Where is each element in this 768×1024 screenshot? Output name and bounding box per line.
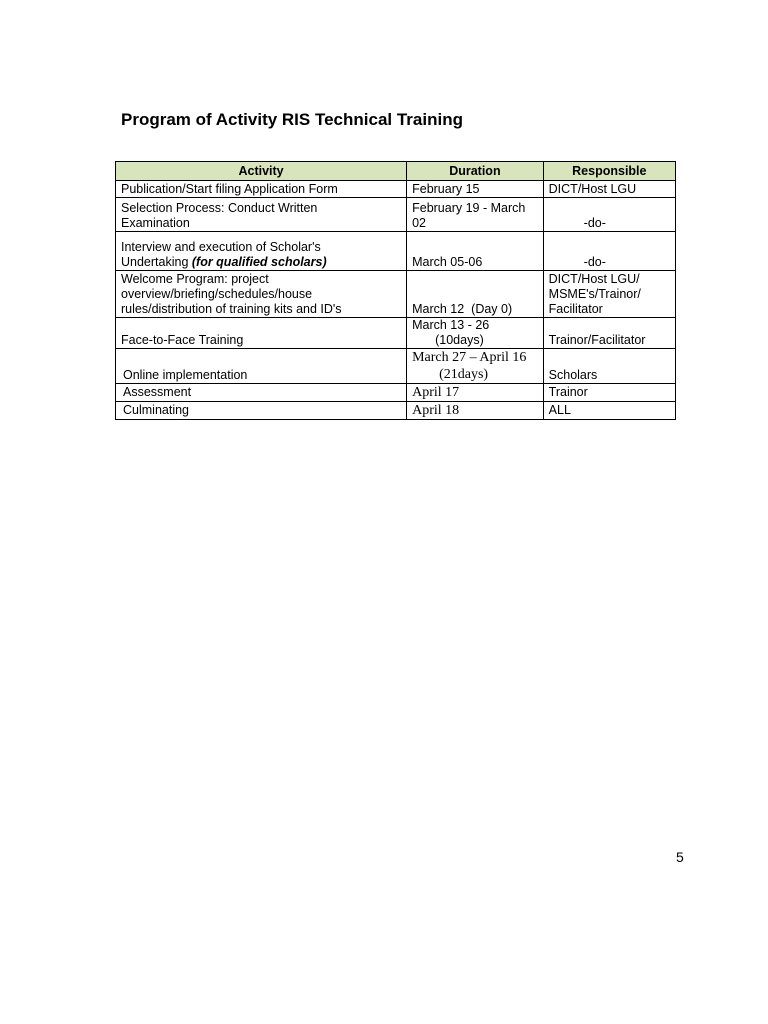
activity-cell	[116, 181, 407, 198]
activity-text: Interview and execution of Scholar's	[121, 240, 321, 254]
duration-cell	[407, 402, 544, 420]
responsible-text: Trainor	[548, 385, 588, 399]
page-title: Program of Activity RIS Technical Training	[121, 110, 463, 129]
table-row	[116, 349, 676, 384]
activity-text: Undertaking	[121, 255, 192, 269]
activity-text: Face-to-Face Training	[121, 333, 244, 347]
activity-text: Publication/Start filing Application Form	[121, 181, 338, 196]
activity-cell	[116, 198, 407, 232]
responsible-text: ALL	[548, 403, 571, 417]
duration-cell	[407, 271, 544, 318]
activity-cell	[116, 349, 407, 384]
duration-cell	[407, 198, 544, 232]
column-header-responsible: Responsible	[543, 162, 675, 181]
duration-cell	[407, 232, 544, 271]
responsible-cell	[543, 349, 675, 384]
duration-text: March 13 - 26	[412, 318, 490, 332]
activity-cell	[116, 318, 407, 349]
duration-text: March 05-06	[412, 255, 483, 269]
activity-text: Welcome Program: project	[121, 272, 269, 286]
duration-text: April 18	[412, 403, 460, 418]
duration-cell	[407, 181, 544, 198]
table-row	[116, 198, 676, 232]
column-header-activity: Activity	[116, 162, 407, 181]
table-row	[116, 181, 676, 198]
responsible-text: Facilitator	[548, 302, 603, 316]
responsible-text: -do-	[583, 216, 606, 230]
activity-schedule-table	[115, 161, 676, 420]
duration-text: April 17	[412, 385, 460, 400]
responsible-text: MSME's/Trainor/	[548, 287, 641, 301]
responsible-text: Scholars	[548, 368, 598, 382]
page-number: 5	[676, 849, 684, 865]
responsible-cell	[543, 232, 675, 271]
responsible-text: DICT/Host LGU	[548, 181, 637, 196]
activity-text: overview/briefing/schedules/house	[121, 287, 313, 301]
activity-text: Selection Process: Conduct Written	[121, 201, 318, 215]
activity-text: Examination	[121, 216, 190, 230]
table-row	[116, 232, 676, 271]
responsible-cell	[543, 402, 675, 420]
activity-cell	[116, 402, 407, 420]
table-row	[116, 384, 676, 402]
table-row	[116, 318, 676, 349]
responsible-cell	[543, 181, 675, 198]
duration-text: March 12 (Day 0)	[412, 302, 513, 316]
activity-cell	[116, 384, 407, 402]
responsible-cell	[543, 198, 675, 232]
responsible-text: -do-	[583, 255, 606, 269]
activity-text: rules/distribution of training kits and ID's	[121, 302, 342, 316]
table-row	[116, 402, 676, 420]
responsible-cell	[543, 271, 675, 318]
activity-text: Online implementation	[123, 368, 248, 382]
activity-cell	[116, 232, 407, 271]
duration-text: 02	[412, 216, 427, 230]
activity-emphasis: (for qualified scholars)	[191, 255, 327, 269]
activity-text: Culminating	[123, 403, 190, 417]
table-header-row	[116, 162, 676, 181]
duration-cell	[407, 318, 544, 349]
duration-cell	[407, 349, 544, 384]
responsible-cell	[543, 384, 675, 402]
duration-text: February 15	[412, 181, 480, 196]
responsible-text: Trainor/Facilitator	[548, 333, 646, 347]
duration-text: (10days)	[435, 333, 484, 347]
duration-text: February 19 - March	[412, 201, 526, 215]
responsible-cell	[543, 318, 675, 349]
duration-text: (21days)	[439, 367, 489, 382]
duration-text: March 27 – April 16	[412, 350, 527, 365]
column-header-duration: Duration	[407, 162, 544, 181]
activity-text: Assessment	[123, 385, 192, 399]
table-row	[116, 271, 676, 318]
activity-cell	[116, 271, 407, 318]
responsible-text: DICT/Host LGU/	[548, 272, 640, 286]
duration-cell	[407, 384, 544, 402]
